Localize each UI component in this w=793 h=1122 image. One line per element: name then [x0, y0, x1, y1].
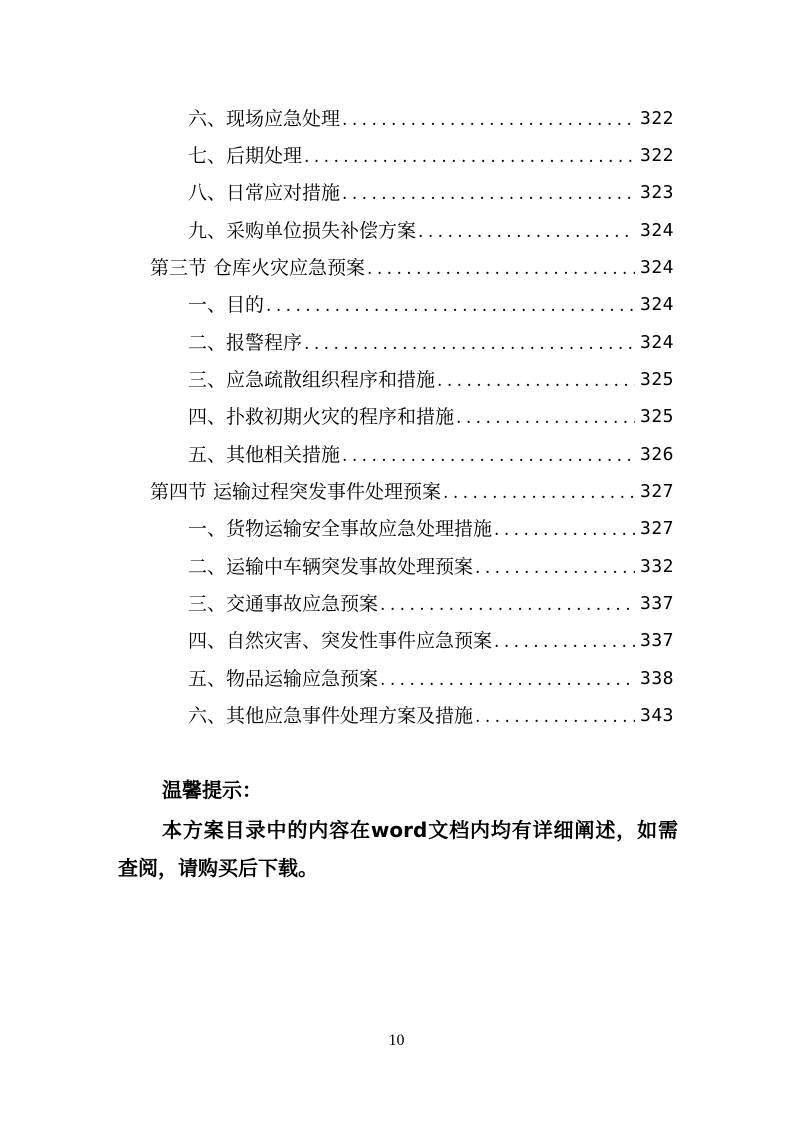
- toc-entry-title: 二、运输中车辆突发事故处理预案: [188, 556, 474, 578]
- page-number: 10: [388, 1032, 405, 1049]
- toc-entry-title: 三、应急疏散组织程序和措施: [188, 369, 436, 391]
- toc-leader-dots: [380, 590, 635, 620]
- toc-entry[interactable]: [188, 552, 674, 582]
- toc-leader-dots: [494, 515, 635, 545]
- toc-entry-title: 第四节 运输过程突发事件处理预案: [150, 481, 442, 503]
- toc-leader-dots: [342, 179, 635, 209]
- toc-entry-title: 五、物品运输应急预案: [188, 668, 379, 690]
- toc-entry-page: 332: [639, 556, 674, 577]
- toc-leader-dots: [475, 553, 635, 583]
- toc-entry[interactable]: [188, 365, 674, 395]
- toc-section-entry[interactable]: [150, 253, 674, 283]
- toc-entry-page: 322: [639, 145, 674, 166]
- toc-leader-dots: [342, 105, 635, 135]
- toc-entry-title: 二、报警程序: [188, 332, 303, 354]
- toc-entry-page: 324: [639, 332, 674, 353]
- toc-leader-dots: [494, 627, 635, 657]
- toc-entry[interactable]: [188, 514, 674, 544]
- toc-entry-title: 四、扑救初期火灾的程序和措施: [188, 406, 455, 428]
- toc-entry-page: 322: [639, 108, 674, 129]
- tip-body: 本方案目录中的内容在word文档内均有详细阐述，如需查阅，请购买后下载。: [118, 818, 678, 880]
- toc-entry-page: 327: [639, 518, 674, 539]
- toc-entry[interactable]: [188, 626, 674, 656]
- toc-entry-title: 五、其他相关措施: [188, 444, 341, 466]
- toc-entry-title: 八、日常应对措施: [188, 182, 341, 204]
- toc-entry-title: 一、目的: [188, 294, 265, 316]
- toc-entry[interactable]: [188, 440, 674, 470]
- toc-entry[interactable]: [188, 178, 674, 208]
- toc-entry[interactable]: [188, 216, 674, 246]
- toc-entry[interactable]: [188, 664, 674, 694]
- toc-leader-dots: [437, 366, 635, 396]
- toc-entry[interactable]: [188, 589, 674, 619]
- toc-entry[interactable]: [188, 141, 674, 171]
- toc-entry-title: 一、货物运输安全事故应急处理措施: [188, 518, 493, 540]
- toc-leader-dots: [342, 441, 635, 471]
- toc-entry[interactable]: [188, 328, 674, 358]
- toc-entry-page: 324: [639, 294, 674, 315]
- toc-entry[interactable]: [188, 104, 674, 134]
- toc-entry-page: 337: [639, 630, 674, 651]
- toc-entry-title: 第三节 仓库火灾应急预案: [150, 257, 366, 279]
- toc-leader-dots: [304, 142, 635, 172]
- toc-entry-page: 338: [639, 668, 674, 689]
- tip-heading: 温馨提示：: [162, 778, 262, 802]
- toc-leader-dots: [367, 254, 635, 284]
- toc-entry-page: 324: [639, 220, 674, 241]
- toc-leader-dots: [456, 403, 635, 433]
- toc-leader-dots: [304, 329, 635, 359]
- toc-entry-title: 六、现场应急处理: [188, 108, 341, 130]
- toc-section-entry[interactable]: [150, 477, 674, 507]
- toc-entry-title: 六、其他应急事件处理方案及措施: [188, 705, 474, 727]
- toc-entry-page: 343: [639, 705, 674, 726]
- toc-leader-dots: [443, 478, 635, 508]
- toc-entry-page: 323: [639, 182, 674, 203]
- toc-entry-page: 327: [639, 481, 674, 502]
- toc-leader-dots: [266, 291, 635, 321]
- toc-entry-page: 324: [639, 257, 674, 278]
- toc-leader-dots: [418, 217, 635, 247]
- toc-entry-page: 337: [639, 593, 674, 614]
- toc-entry-title: 三、交通事故应急预案: [188, 593, 379, 615]
- toc-entry[interactable]: [188, 402, 674, 432]
- toc-entry-page: 325: [639, 369, 674, 390]
- toc-entry-title: 四、自然灾害、突发性事件应急预案: [188, 630, 493, 652]
- toc-entry-title: 七、后期处理: [188, 145, 303, 167]
- toc-entry[interactable]: [188, 701, 674, 731]
- toc-entry-page: 325: [639, 406, 674, 427]
- toc-entry-title: 九、采购单位损失补偿方案: [188, 220, 417, 242]
- toc-leader-dots: [475, 702, 635, 732]
- toc-entry[interactable]: [188, 290, 674, 320]
- toc-entry-page: 326: [639, 444, 674, 465]
- toc-leader-dots: [380, 665, 635, 695]
